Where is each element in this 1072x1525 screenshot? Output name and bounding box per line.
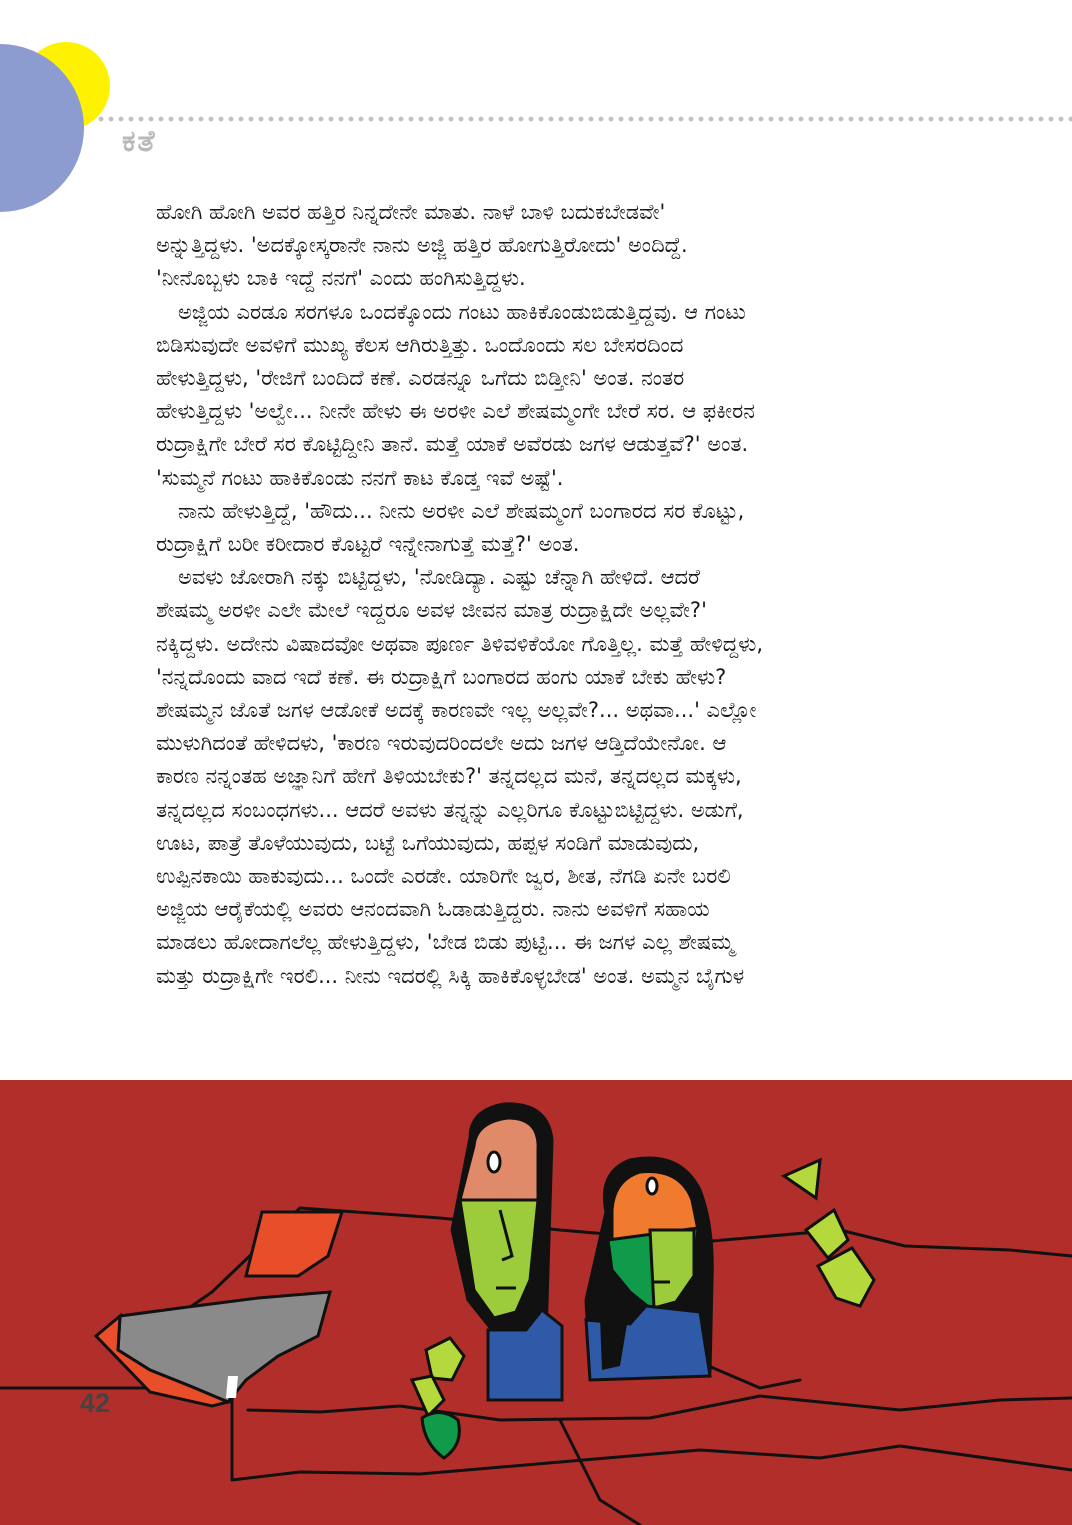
text-line: ನಕ್ಕಿದ್ದಳು. ಅದೇನು ವಿಷಾದವೋ ಅಥವಾ ಪೂರ್ಣ ತಿಳಿವಳಿಕೆಯೋ ಗೊತ್ತಿಲ್ಲ. ಮತ್ತೆ ಹೇಳಿದ್ದಳು, <box>156 631 764 656</box>
story-illustration <box>0 1080 1072 1525</box>
text-line: ಅಜ್ಜಿಯ ಆರೈಕೆಯಲ್ಲಿ ಅವರು ಆನಂದವಾಗಿ ಓಡಾಡುತ್ತಿದ್ದರು. ನಾನು ಅವಳಿಗೆ ಸಹಾಯ <box>156 897 710 922</box>
text-line: ಕಾರಣ ನನ್ನಂತಹ ಅಜ್ಞಾನಿಗೆ ಹೇಗೆ ತಿಳಿಯಬೇಕು?' ತನ್ನದಲ್ಲದ ಮನೆ, ತನ್ನದಲ್ಲದ ಮಕ್ಕಳು, <box>156 764 742 789</box>
text-line: ಊಟ, ಪಾತ್ರೆ ತೊಳೆಯುವುದು, ಬಟ್ಟೆ ಒಗೆಯುವುದು, ಹಪ್ಪಳ ಸಂಡಿಗೆ ಮಾಡುವುದು, <box>156 830 700 855</box>
text-line: ಹೇಳುತ್ತಿದ್ದಳು 'ಅಲ್ವೇ... ನೀನೇ ಹೇಳು ಈ ಅರಳೀ ಎಲೆ ಶೇಷಮ್ಮಂಗೇ ಬೇರೆ ಸರ. ಆ ಫಕೀರನ <box>156 399 755 424</box>
section-title: ಕತೆ <box>122 124 157 159</box>
text-line: ರುದ್ರಾಕ್ಷಿಗೇ ಬೇರೆ ಸರ ಕೊಟ್ಟಿದ್ದೀನಿ ತಾನೆ. ಮತ್ತೆ ಯಾಕೆ ಅವೆರಡು ಜಗಳ ಆಡುತ್ತವೆ?' ಅಂತ. <box>156 432 749 457</box>
text-line: ಶೇಷಮ್ಮ ಅರಳೀ ಎಲೇ ಮೇಲೆ ಇದ್ದರೂ ಅವಳ ಜೀವನ ಮಾತ್ರ ರುದ್ರಾಕ್ಷಿದೇ ಅಲ್ಲವೇ?' <box>156 598 707 623</box>
text-line: ಹೋಗಿ ಹೋಗಿ ಅವರ ಹತ್ತಿರ ನಿನ್ನದೇನೇ ಮಾತು. ನಾಳೆ ಬಾಳಿ ಬದುಕಬೇಡವೇ' <box>156 200 666 224</box>
text-line: 'ಸುಮ್ಮನೆ ಗಂಟು ಹಾಕಿಕೊಂಡು ನನಗೆ ಕಾಟ ಕೊಡ್ತ ಇವೆ ಅಷ್ಟೆ'. <box>156 465 564 490</box>
text-line: 'ನನ್ನದೊಂದು ವಾದ ಇದೆ ಕಣೆ. ಈ ರುದ್ರಾಕ್ಷಿಗೆ ಬಂಗಾರದ ಹಂಗು ಯಾಕೆ ಬೇಕು ಹೇಳು? <box>156 664 727 689</box>
text-line: ಮುಳುಗಿದಂತೆ ಹೇಳಿದಳು, 'ಕಾರಣ ಇರುವುದರಿಂದಲೇ ಅದು ಜಗಳ ಆಡ್ತಿದೆಯೇನೋ. ಆ <box>156 731 727 756</box>
page-number: 42 <box>80 1388 111 1418</box>
figure-right-eye <box>647 1178 657 1194</box>
text-line: 'ನೀನೊಬ್ಬಳು ಬಾಕಿ ಇದ್ದೆ ನನಗೆ' ಎಂದು ಹಂಗಿಸುತ್ತಿದ್ದಳು. <box>156 266 526 291</box>
text-line: ರುದ್ರಾಕ್ಷಿಗೆ ಬರೀ ಕರೀದಾರ ಕೊಟ್ಟರೆ ಇನ್ನೇನಾಗುತ್ತೆ ಮತ್ತೆ?' ಅಂತ. <box>156 532 580 557</box>
paragraph-start: ಅವಳು ಜೋರಾಗಿ ನಕ್ಕು ಬಿಟ್ಟಿದ್ದಳು, 'ನೋಡಿದ್ಯಾ. ಎಷ್ಟು ಚೆನ್ನಾಗಿ ಹೇಳಿದೆ. ಆದರೆ <box>178 565 700 590</box>
text-line: ಮತ್ತು ರುದ್ರಾಕ್ಷಿಗೇ ಇರಲಿ... ನೀನು ಇದರಲ್ಲಿ ಸಿಕ್ಕಿ ಹಾಕಿಕೊಳ್ಳಬೇಡ' ಅಂತ. ಅಮ್ಮನ ಬೈಗುಳ <box>156 963 745 988</box>
paragraph-start: ಅಜ್ಜಿಯ ಎರಡೂ ಸರಗಳೂ ಒಂದಕ್ಕೊಂದು ಗಂಟು ಹಾಕಿಕೊಂಡುಬಿಡುತ್ತಿದ್ದವು. ಆ ಗಂಟು <box>178 299 746 324</box>
pillow-white <box>226 1376 238 1398</box>
text-line: ಉಪ್ಪಿನಕಾಯಿ ಹಾಕುವುದು... ಒಂದೇ ಎರಡೇ. ಯಾರಿಗೇ ಜ್ವರ, ಶೀತ, ನೆಗಡಿ ಏನೇ ಬರಲಿ <box>156 864 731 889</box>
text-line: ಬಿಡಿಸುವುದೇ ಅವಳಿಗೆ ಮುಖ್ಯ ಕೆಲಸ ಆಗಿರುತ್ತಿತ್ತು. ಒಂದೊಂದು ಸಲ ಬೇಸರದಿಂದ <box>156 332 684 357</box>
paragraph-start: ನಾನು ಹೇಳುತ್ತಿದ್ದೆ, 'ಹೌದು... ನೀನು ಅರಳೀ ಎಲೆ ಶೇಷಮ್ಮಂಗೆ ಬಂಗಾರದ ಸರ ಕೊಟ್ಟು, <box>178 498 745 523</box>
text-line: ಮಾಡಲು ಹೋದಾಗಲೆಲ್ಲ ಹೇಳುತ್ತಿದ್ದಳು, 'ಬೇಡ ಬಿಡು ಪುಟ್ಟಿ... ಈ ಜಗಳ ಎಲ್ಲ ಶೇಷಮ್ಮ <box>156 930 734 955</box>
text-line: ತನ್ನದಲ್ಲದ ಸಂಬಂಧಗಳು... ಆದರೆ ಅವಳು ತನ್ನನ್ನು ಎಲ್ಲರಿಗೂ ಕೊಟ್ಟುಬಿಟ್ಟಿದ್ದಳು. ಅಡುಗೆ, <box>156 797 744 822</box>
corner-decoration <box>0 0 130 215</box>
figure-left-eye <box>488 1152 500 1172</box>
text-line: ಅನ್ನುತ್ತಿದ್ದಳು. 'ಅದಕ್ಕೋಸ್ಕರಾನೇ ನಾನು ಅಜ್ಜಿ ಹತ್ತಿರ ಹೋಗುತ್ತಿರೋದು' ಅಂದಿದ್ದೆ. <box>156 233 688 258</box>
text-line: ಶೇಷಮ್ಮನ ಜೊತೆ ಜಗಳ ಆಡೋಕೆ ಅದಕ್ಕೆ ಕಾರಣವೇ ಇಲ್ಲ ಅಲ್ಲವೇ?... ಅಥವಾ...' ಎಲ್ಲೋ <box>156 698 757 723</box>
text-line: ಹೇಳುತ್ತಿದ್ದಳು, 'ರೇಜಿಗೆ ಬಂದಿದೆ ಕಣೆ. ಎರಡನ್ನೂ ಒಗೆದು ಬಿಡ್ತೀನಿ' ಅಂತ. ನಂತರ <box>156 366 685 391</box>
dotted-divider <box>96 116 1072 122</box>
story-text <box>156 196 896 993</box>
